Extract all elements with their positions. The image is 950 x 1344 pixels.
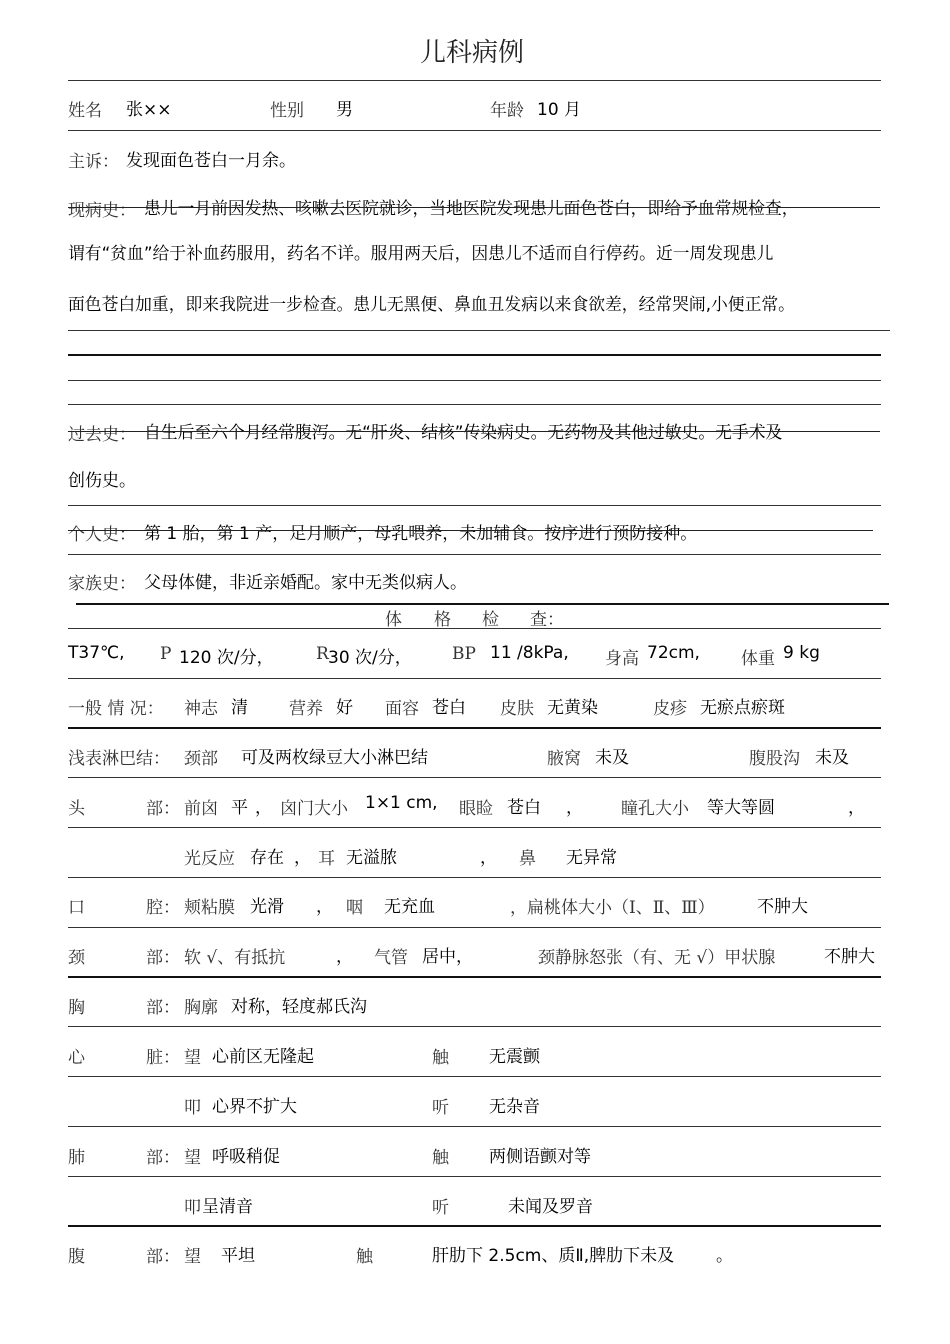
mouth-label-b: 腔： bbox=[146, 898, 180, 918]
rash-value: 无瘀点瘀斑 bbox=[700, 698, 785, 718]
trachea-value: 居中， bbox=[422, 947, 473, 967]
heart-auscult-label: 听 bbox=[432, 1098, 449, 1118]
lung-inspect-label: 望 bbox=[184, 1148, 201, 1168]
mucosa-value: 光滑 bbox=[250, 897, 284, 917]
pharynx-value: 无充血 bbox=[384, 897, 435, 917]
rule bbox=[68, 330, 890, 331]
present-history-line2: 谓有“贫血”给于补血药服用，药名不详。服用两天后，因患儿不适而自行停药。近一周发现患儿 bbox=[68, 243, 774, 263]
lung-inspect-value: 呼吸稍促 bbox=[212, 1147, 280, 1167]
axilla-value: 未及 bbox=[595, 748, 629, 768]
heart-inspect-label: 望 bbox=[184, 1048, 201, 1068]
ear-value: 无溢脓 bbox=[346, 848, 397, 868]
lung-auscult-value: 未闻及罗音 bbox=[508, 1197, 593, 1217]
head-label-a: 头 bbox=[68, 799, 85, 819]
jugular-thyroid-label: 颈静脉怒张（有、无 √）甲状腺 bbox=[538, 948, 776, 968]
axilla-label: 腋窝 bbox=[547, 749, 581, 769]
complaint-text: 发现面色苍白一月余。 bbox=[126, 151, 296, 171]
neck-label-b: 部： bbox=[146, 948, 180, 968]
nose-label: 鼻 bbox=[519, 849, 536, 869]
exam-header-2: 格 bbox=[434, 610, 451, 630]
nutrition-value: 好 bbox=[336, 698, 353, 718]
ear-label: 耳 bbox=[318, 849, 335, 869]
present-history-line3: 面色苍白加重，即来我院进一步检查。患儿无黑便、鼻血丑发病以来食欲差，经常哭闹,小便正常。 bbox=[68, 294, 795, 314]
rule bbox=[68, 404, 881, 405]
heart-label-b: 脏： bbox=[146, 1048, 180, 1068]
heart-percuss-label: 叩 bbox=[184, 1098, 201, 1118]
rule bbox=[68, 777, 881, 778]
thorax-label: 胸廓 bbox=[184, 998, 218, 1018]
rule bbox=[68, 354, 881, 356]
heart-inspect-value: 心前区无隆起 bbox=[212, 1047, 314, 1067]
groin-label: 腹股沟 bbox=[749, 749, 800, 769]
pupil-value: 等大等圆 bbox=[707, 798, 775, 818]
abdomen-end-punct: 。 bbox=[716, 1246, 733, 1266]
fontanel-value: 平 bbox=[231, 798, 248, 818]
separator: ， bbox=[566, 798, 583, 818]
chest-label-a: 胸 bbox=[68, 998, 85, 1018]
face-label: 面容 bbox=[385, 699, 419, 719]
abdomen-inspect-label: 望 bbox=[184, 1247, 201, 1267]
abdomen-label-b: 部： bbox=[146, 1247, 180, 1267]
height-label: 身高 bbox=[605, 649, 639, 669]
height-value: 72cm, bbox=[647, 643, 700, 663]
gender-value: 男 bbox=[336, 100, 353, 120]
groin-value: 未及 bbox=[815, 748, 849, 768]
lymph-neck-value: 可及两枚绿豆大小淋巴结 bbox=[241, 748, 428, 768]
heart-percuss-value: 心界不扩大 bbox=[212, 1097, 297, 1117]
lung-palp-value: 两侧语颤对等 bbox=[489, 1147, 591, 1167]
abdomen-label-a: 腹 bbox=[68, 1247, 85, 1267]
mind-label: 神志 bbox=[184, 699, 218, 719]
neck-soft-label: 软 √、有抵抗 bbox=[184, 948, 286, 968]
rule bbox=[68, 727, 881, 729]
separator: ， bbox=[255, 798, 272, 818]
abdomen-palp-value: 肝肋下 2.5cm、质Ⅱ,脾肋下未及 bbox=[432, 1246, 675, 1266]
rule bbox=[68, 927, 881, 928]
lymph-label: 浅表淋巴结： bbox=[68, 749, 170, 769]
lymph-neck-label: 颈部 bbox=[184, 749, 218, 769]
bp-label: BP bbox=[452, 644, 476, 664]
rule bbox=[68, 976, 881, 978]
resp-value: 30 次/分， bbox=[328, 648, 412, 668]
past-history-line2: 创伤史。 bbox=[68, 471, 136, 491]
fontanel-size-value: 1×1 cm, bbox=[365, 793, 438, 813]
lung-palp-label: 触 bbox=[432, 1148, 449, 1168]
personal-history-text: 第 1 胎，第 1 产，足月顺产，母乳喂养，未加辅食。按序进行预防接种。 bbox=[144, 524, 698, 544]
abdomen-inspect-value: 平坦 bbox=[221, 1246, 255, 1266]
past-history-label: 过去史： bbox=[68, 425, 136, 445]
light-reflex-label: 光反应 bbox=[184, 849, 235, 869]
rule bbox=[68, 1176, 881, 1177]
resp-label: R bbox=[316, 644, 329, 664]
strike-through bbox=[68, 530, 873, 531]
personal-history-label: 个人史： bbox=[68, 525, 136, 545]
rule bbox=[68, 628, 881, 629]
weight-label: 体重 bbox=[741, 649, 775, 669]
rule bbox=[68, 554, 881, 555]
page-title: 儿科病例 bbox=[420, 38, 525, 68]
rule bbox=[68, 505, 881, 506]
lung-percuss-label: 叩 bbox=[184, 1198, 201, 1218]
pulse-value: 120 次/分， bbox=[179, 648, 274, 668]
complaint-label: 主诉： bbox=[68, 152, 119, 172]
rule bbox=[68, 1076, 881, 1077]
tonsil-value: 不肿大 bbox=[757, 897, 808, 917]
thorax-value: 对称，轻度郝氏沟 bbox=[231, 997, 367, 1017]
separator: ， bbox=[294, 848, 311, 868]
age-value: 10 月 bbox=[537, 100, 582, 120]
strike-through bbox=[68, 431, 880, 432]
rule bbox=[68, 1126, 881, 1127]
lung-label-b: 部： bbox=[146, 1148, 180, 1168]
skin-label: 皮肤 bbox=[500, 699, 534, 719]
rule bbox=[68, 130, 881, 131]
rule bbox=[68, 877, 881, 878]
separator: ， bbox=[316, 897, 333, 917]
rule bbox=[68, 80, 881, 81]
fontanel-size-label: 囟门大小 bbox=[280, 799, 348, 819]
rule bbox=[68, 827, 881, 828]
lung-percuss-value: 呈清音 bbox=[202, 1197, 253, 1217]
rule bbox=[68, 1026, 881, 1027]
heart-label-a: 心 bbox=[68, 1048, 85, 1068]
general-label: 一般 情 况： bbox=[68, 699, 164, 719]
rule bbox=[68, 1225, 881, 1227]
chest-label-b: 部： bbox=[146, 998, 180, 1018]
exam-header-1: 体 bbox=[385, 610, 402, 630]
tonsil-label: ，扁桃体大小（Ⅰ、Ⅱ、Ⅲ） bbox=[510, 898, 715, 918]
exam-header-3: 检 bbox=[482, 610, 499, 630]
name-value: 张×× bbox=[126, 100, 172, 120]
lung-label-a: 肺 bbox=[68, 1148, 85, 1168]
rule bbox=[68, 380, 881, 381]
trachea-label: 气管 bbox=[374, 948, 408, 968]
heart-palp-value: 无震颤 bbox=[489, 1047, 540, 1067]
bp-value: 11 /8kPa, bbox=[490, 643, 569, 663]
name-label: 姓名 bbox=[68, 101, 102, 121]
present-history-label: 现病史： bbox=[68, 201, 136, 221]
rash-label: 皮疹 bbox=[653, 699, 687, 719]
temperature: T37℃, bbox=[68, 643, 125, 663]
separator: ， bbox=[480, 848, 497, 868]
head-label-b: 部： bbox=[146, 799, 180, 819]
separator: ， bbox=[848, 798, 865, 818]
family-history-text: 父母体健，非近亲婚配。家中无类似病人。 bbox=[144, 573, 467, 593]
mind-value: 清 bbox=[231, 698, 248, 718]
rule bbox=[68, 678, 881, 679]
abdomen-palp-label: 触 bbox=[356, 1247, 373, 1267]
skin-value: 无黄染 bbox=[547, 698, 598, 718]
pharynx-label: 咽 bbox=[346, 898, 363, 918]
past-history-line1: 自生后至六个月经常腹泻。无“肝炎、结核”传染病史。无药物及其他过敏史。无手术及 bbox=[144, 422, 783, 442]
fontanel-label: 前囟 bbox=[184, 799, 218, 819]
thyroid-value: 不肿大 bbox=[824, 947, 875, 967]
eyelid-value: 苍白 bbox=[507, 798, 541, 818]
pupil-label: 瞳孔大小 bbox=[621, 799, 689, 819]
mouth-label-a: 口 bbox=[68, 898, 85, 918]
lung-auscult-label: 听 bbox=[432, 1198, 449, 1218]
heart-palp-label: 触 bbox=[432, 1048, 449, 1068]
present-history-line1: 患儿一月前因发热、咳嗽去医院就诊，当地医院发现患儿面色苍白，即给予血常规检查， bbox=[144, 198, 799, 218]
age-label: 年龄 bbox=[490, 101, 524, 121]
pulse-label: P bbox=[160, 644, 172, 664]
family-history-label: 家族史： bbox=[68, 574, 136, 594]
mucosa-label: 颊粘膜 bbox=[184, 898, 235, 918]
gender-label: 性别 bbox=[270, 101, 304, 121]
face-value: 苍白 bbox=[432, 698, 466, 718]
exam-header-4: 查： bbox=[530, 610, 564, 630]
eyelid-label: 眼睑 bbox=[459, 799, 493, 819]
nutrition-label: 营养 bbox=[289, 699, 323, 719]
nose-value: 无异常 bbox=[566, 848, 617, 868]
weight-value: 9 kg bbox=[783, 643, 820, 663]
separator: ， bbox=[336, 947, 353, 967]
light-reflex-value: 存在 bbox=[250, 848, 284, 868]
strike-through bbox=[68, 207, 880, 208]
heart-auscult-value: 无杂音 bbox=[489, 1097, 540, 1117]
neck-label-a: 颈 bbox=[68, 948, 85, 968]
